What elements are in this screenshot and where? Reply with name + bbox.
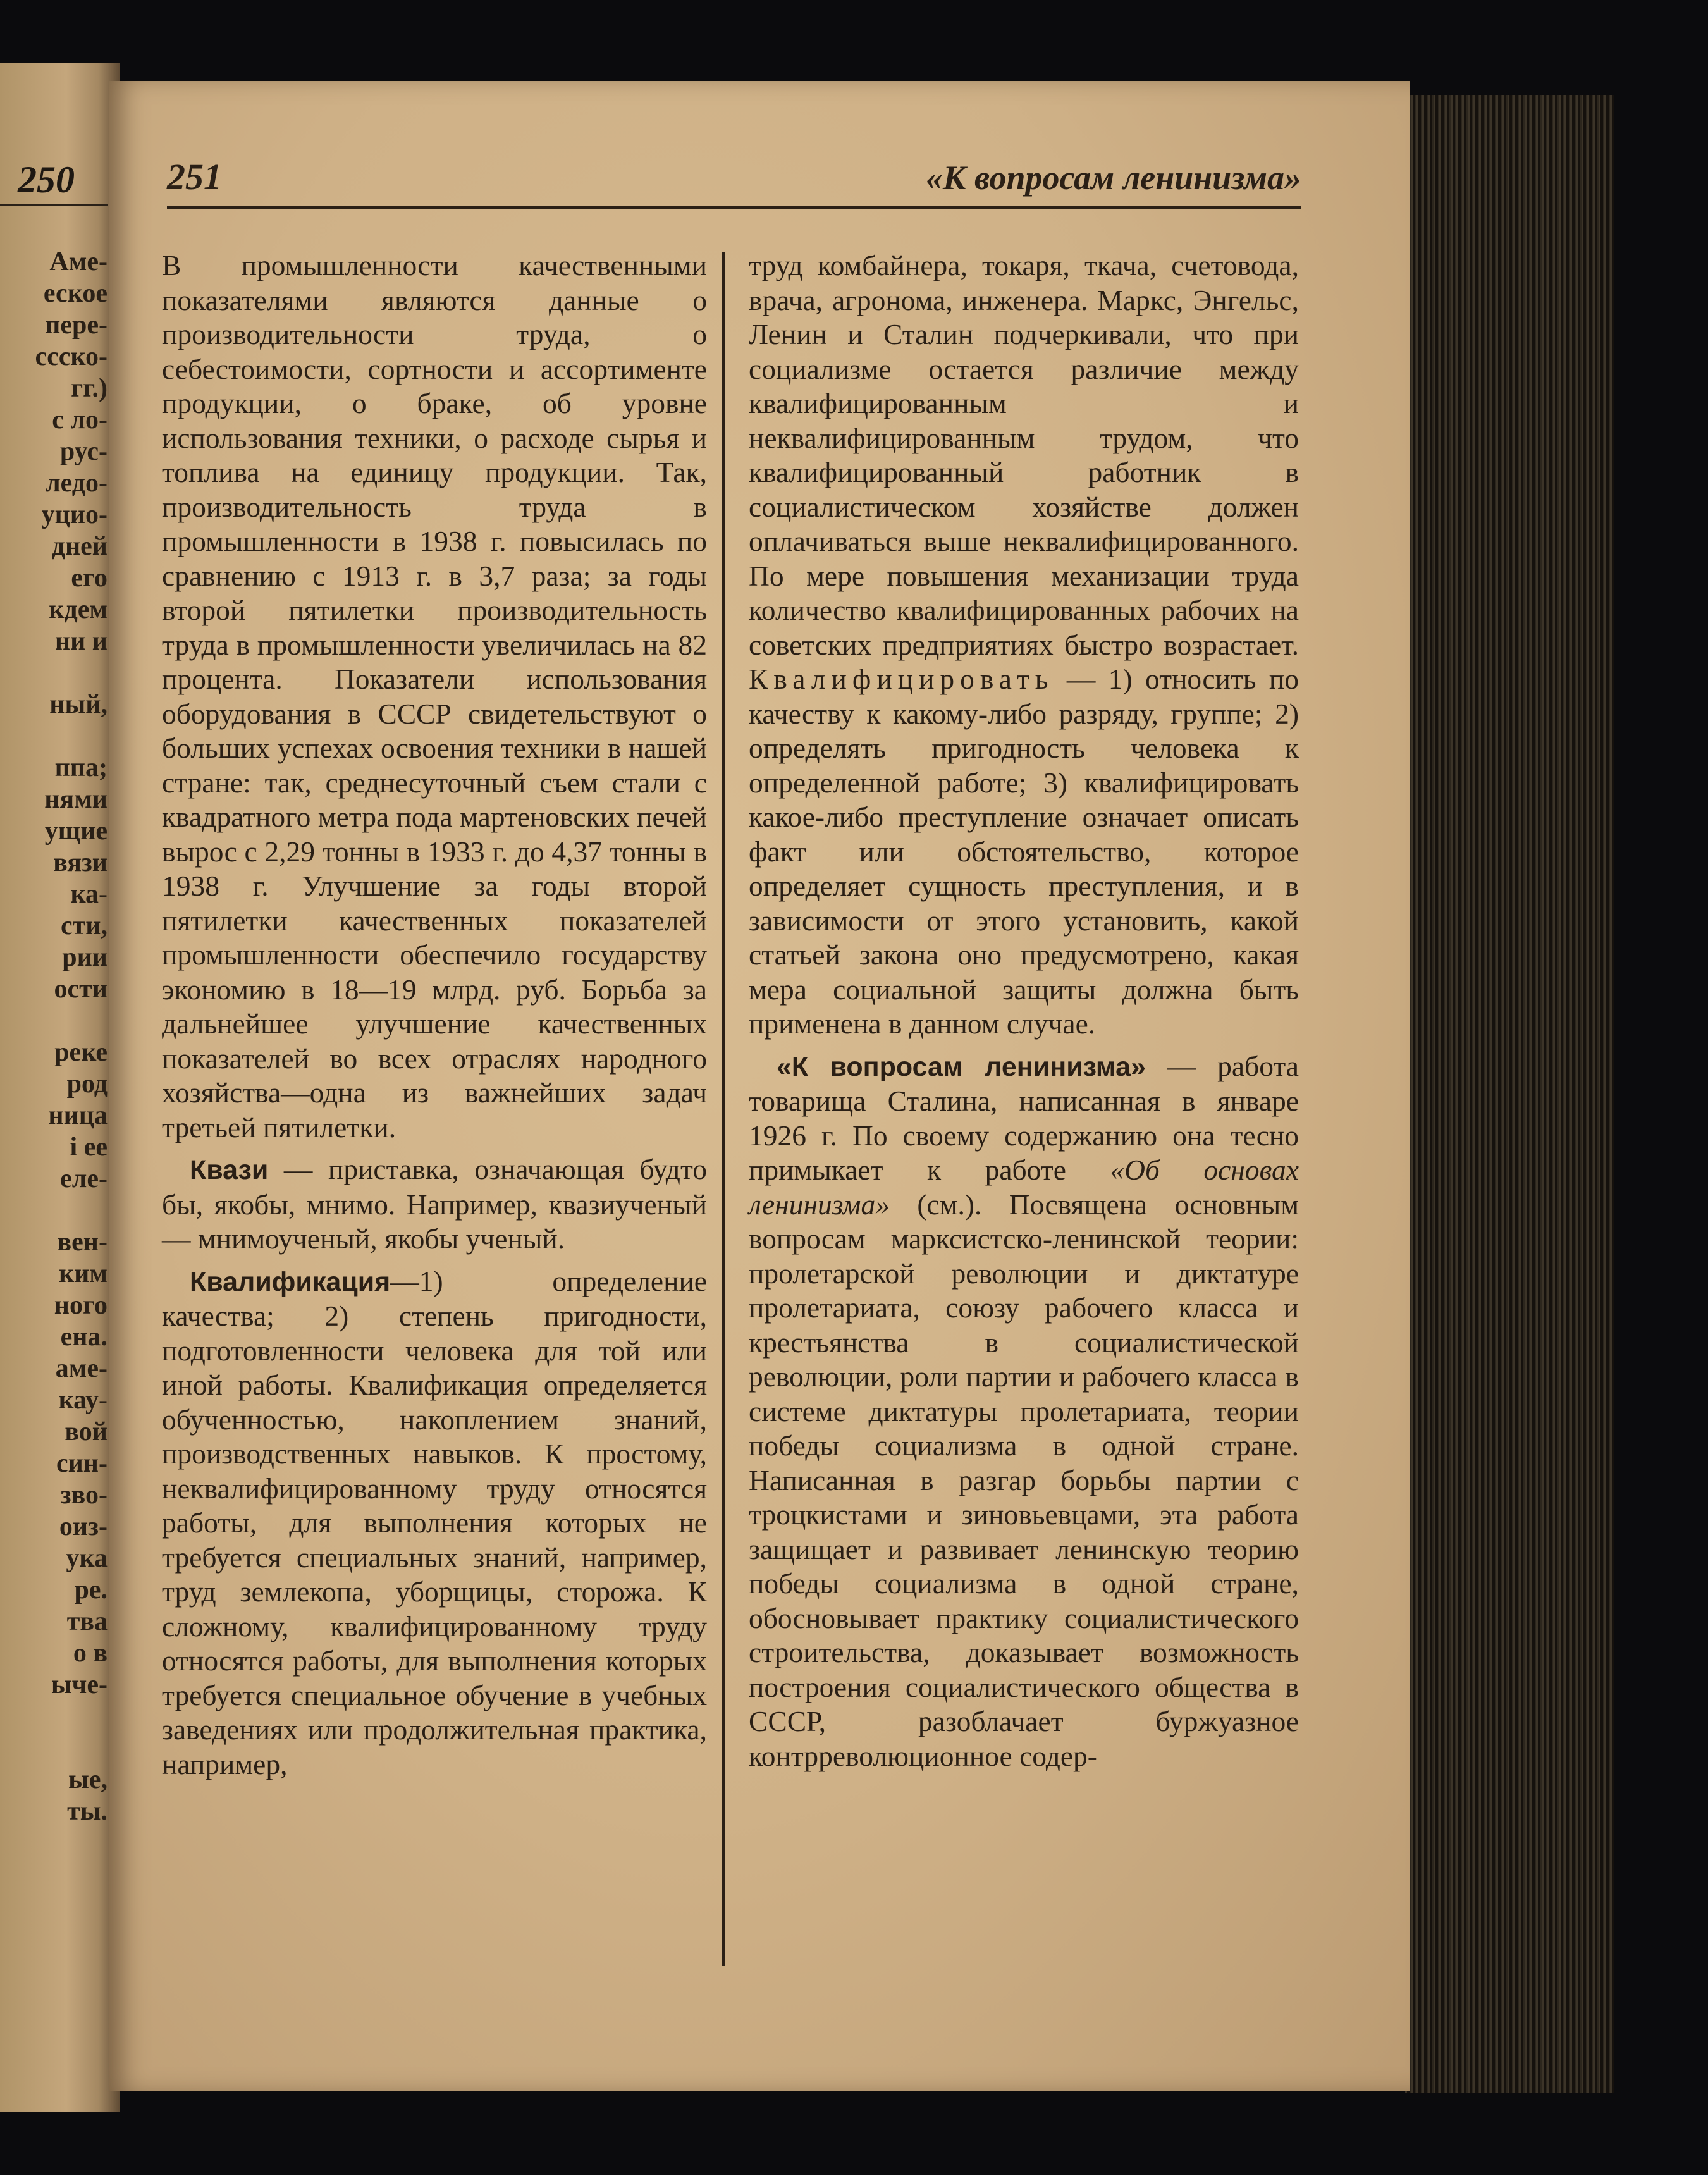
left-page-fragment: ущие	[44, 816, 108, 846]
left-page-fragment: дней	[51, 532, 108, 561]
entry-text: (см.). Посвящена основным вопросам марксистско-ленинской теории: пролетарской революции и диктатуре пролетариата, союзу рабочего класса и крестьянства в социалистической революции, роли партии и рабочего класса в системе диктатуры пролетариата, теории победы социализма в одной стране. Написанная в разгар борьбы партии с троцкистами и зиновьевцами, эта работа защищает и развивает ленинскую теорию победы социализма в одной стране, обосновывает практику социалистического строительства, доказывает возможность построения социалистического общества в СССР, разоблачает буржуазное контрреволюционное содер-	[749, 1188, 1299, 1772]
left-page-fragment: пере-	[45, 311, 108, 340]
entry-k-voprosam-leninizma	[749, 1049, 1299, 1774]
entry-term: «К вопросам ленинизма»	[777, 1051, 1146, 1082]
left-page-fragment: ости	[54, 975, 108, 1004]
column-divider	[722, 252, 725, 1966]
page-number: 251	[167, 156, 222, 197]
entry-text: — работа товарища Сталина, написанная в январе 1926 г. По своему содержанию она тесно примыкает к работе	[749, 1049, 1299, 1186]
left-page-fragment: ты.	[67, 1797, 108, 1826]
left-page-fragment: ппа;	[54, 753, 108, 782]
entry-text: — 1) относить по качеству к какому-либо разряду, группе; 2) определять пригодность человека к определенной работе; 3) квалифицировать какое-либо преступление означает описать факт или обстоятельство, которое определяет сущность преступления, и в зависимости от этого установить, какой статьей закона оно предусмотрено, какая мера социальной защиты должна быть применена в данном случае.	[749, 663, 1299, 1040]
left-page-fragment: кау-	[58, 1386, 108, 1415]
left-page-fragment: о в	[73, 1639, 108, 1668]
left-page-fragment: ые,	[68, 1765, 108, 1794]
left-page-fragment: рус-	[59, 437, 108, 466]
left-page-fragment: ука	[66, 1544, 108, 1573]
left-page-fragment: оиз-	[59, 1512, 108, 1541]
left-page-fragment: вен-	[57, 1228, 108, 1257]
left-page-fragment: ре.	[74, 1575, 108, 1605]
entry-text: — приставка, означающая будто бы, якобы, мнимо. Например, квазиученый — мнимоученый, якобы ученый.	[162, 1153, 707, 1255]
entry-text: —1) определение качества; 2) степень пригодности, подготовленности человека для той или иной работы. Квалификация определяется обученностью, накоплением знаний, производственных навыков. К простому, неквалифицированному труду относятся работы, для выполнения которых не требуется специальных знаний, например, труд землекопа, уборщицы, сторожа. К сложному, квалифицированному труду относятся работы, для выполнения которых требуется специальное обучение в учебных заведениях или продолжительная практика, например,	[162, 1264, 707, 1780]
left-page-fragment: ка-	[70, 880, 108, 909]
left-page-fragment: ыче-	[51, 1670, 108, 1699]
left-page-fragment: гг.)	[71, 374, 108, 403]
book-page	[109, 81, 1410, 2091]
left-page-fragment: син-	[56, 1449, 108, 1478]
left-page-fragment: его	[71, 564, 108, 593]
paragraph-quality-indicators: В промышленности качественными показателями являются данные о производительности труда, о себестоимости, сортности и ассортименте продукции, о браке, об уровне использования техники, о расходе сырья и топлива на единицу продукции. Так, производительность труда в промышленности в 1938 г. повысилась по сравнению с 1913 г. в 3,7 раза; за годы второй пятилетки производительность труда в промышленности увеличилась на 82 процента. Показатели использования оборудования в СССР свидетельствуют о больших успехах освоения техники в нашей стране: так, среднесуточный съем стали с квадратного метра пода мартеновских печей вырос с 2,29 тонны в 1933 г. до 4,37 тонны в 1938 г. Улучшение за годы второй пятилетки качественных показателей промышленности обеспечило государству экономию в 18—19 млрд. руб. Борьба за дальнейшее улучшение качественных показателей во всех отраслях народного хозяйства—одна из важнейших задач третьей пятилетки.	[162, 249, 707, 1143]
header-rule	[167, 206, 1301, 209]
running-header	[167, 156, 1301, 200]
right-column	[749, 249, 1299, 1773]
entry-text: труд комбайнера, токаря, ткача, счетовода, врача, агронома, инженера. Маркс, Энгельс, Ленин и Сталин подчеркивали, что при социализме остается различие между квалифицированным и неквалифицированным трудом, что квалифицированный работник в социалистическом хозяйстве должен оплачиваться выше неквалифицированного. По мере повышения механизации труда количество квалифицированных рабочих на советских предприятиях быстро возрастает.	[749, 249, 1299, 661]
left-page-fragment: рии	[62, 943, 108, 972]
left-page-fragment: род	[66, 1069, 108, 1099]
left-page-fragment: ни и	[54, 627, 108, 656]
entry-kvazi	[162, 1152, 707, 1257]
left-page-fragment: ена.	[60, 1322, 108, 1352]
entry-term: Квалифицировать	[749, 663, 1054, 695]
left-page-fragment: еское	[43, 279, 108, 308]
left-page-fragment: ница	[48, 1101, 108, 1130]
entry-term: Квалификация	[190, 1266, 391, 1297]
left-page-fragment: еле-	[60, 1164, 108, 1193]
left-page-fragment: Аме-	[49, 247, 108, 276]
left-page-edge	[0, 63, 120, 2112]
left-page-fragment: с ло-	[52, 405, 108, 434]
left-page-fragment: ный,	[49, 690, 108, 719]
left-page-fragment: аме-	[55, 1354, 108, 1383]
running-title: «К вопросам ленинизма»	[925, 159, 1301, 197]
left-page-fragment: вой	[65, 1417, 108, 1446]
page-edges	[1405, 95, 1614, 2093]
left-column	[162, 249, 707, 1782]
entry-kvalifikatsiya	[162, 1264, 707, 1782]
paragraph-continuation	[749, 249, 1299, 1042]
left-header-rule	[0, 204, 108, 206]
left-page-fragment: ного	[54, 1291, 108, 1320]
left-page-fragment: нями	[44, 785, 108, 814]
left-page-fragment: сти,	[61, 911, 108, 940]
left-page-fragment: зво-	[60, 1481, 108, 1510]
left-page-fragment: тва	[66, 1607, 108, 1636]
entry-term: Квази	[190, 1155, 269, 1185]
cross-reference: «Об основах ленинизма»	[749, 1154, 1299, 1221]
left-page-fragment: ким	[58, 1259, 108, 1288]
left-page-fragment: уцио-	[41, 500, 108, 529]
left-page-fragment: вязи	[53, 848, 108, 877]
left-page-fragment: ссско-	[35, 342, 108, 371]
left-page-fragment: реке	[54, 1038, 108, 1067]
left-page-fragment: і ее	[70, 1133, 108, 1162]
left-page-fragment: ледо-	[46, 469, 108, 498]
left-page-fragment: кдем	[49, 595, 108, 624]
left-page-number: 250	[18, 159, 75, 200]
